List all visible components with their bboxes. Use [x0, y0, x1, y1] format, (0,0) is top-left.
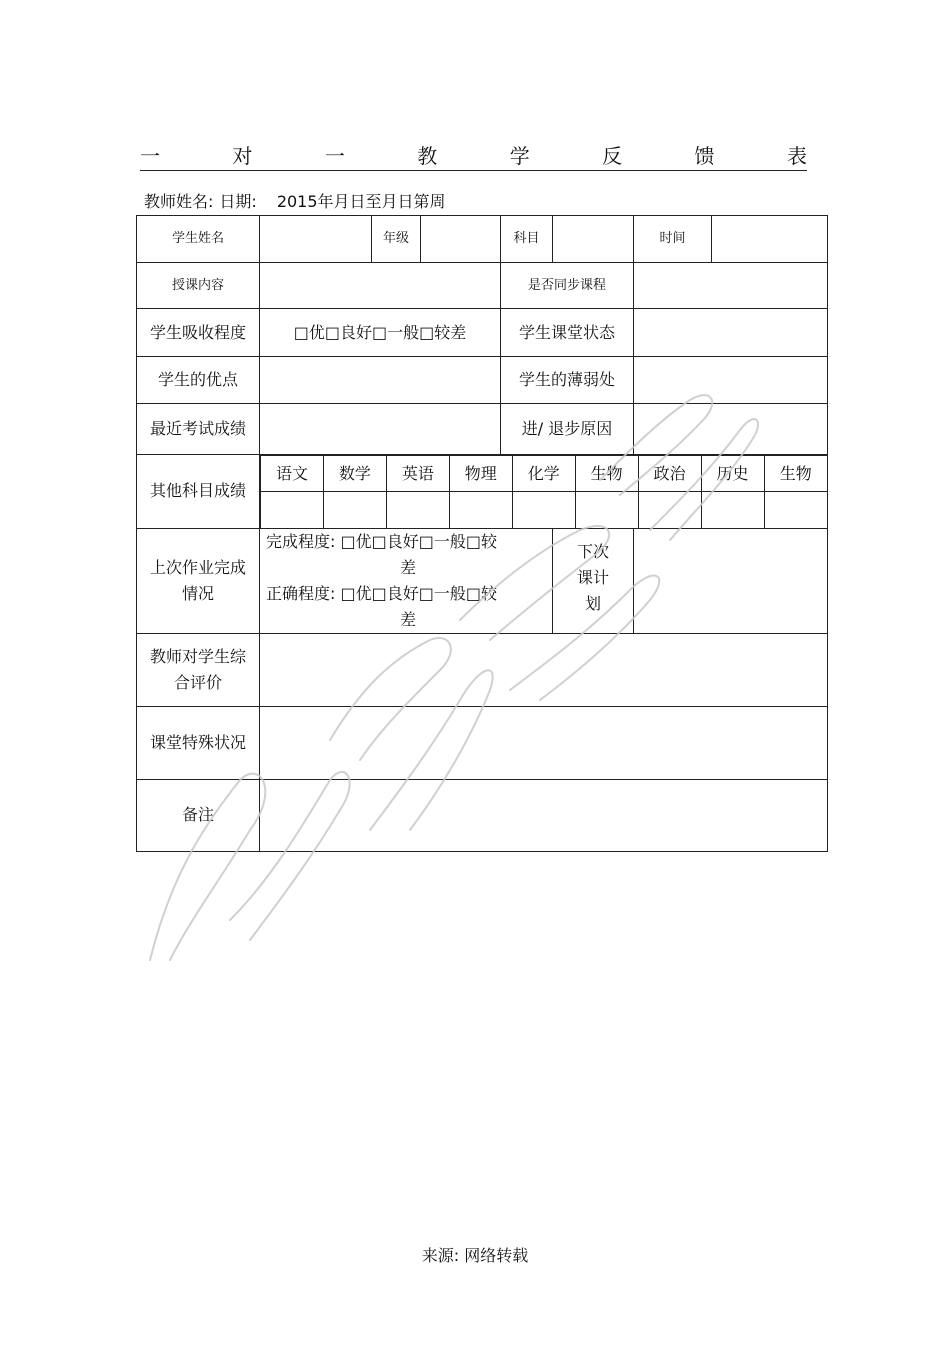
subject-score-field[interactable] [386, 492, 449, 528]
recent-exam-field[interactable] [260, 404, 501, 455]
title-char: 学 [509, 143, 530, 168]
subject-score-field[interactable] [512, 492, 575, 528]
completion-line-wrap: 差 [400, 557, 417, 577]
remarks-field[interactable] [260, 779, 828, 851]
subject-name: 政治 [638, 456, 701, 492]
header-line [144, 189, 446, 212]
subject-name: 物理 [449, 456, 512, 492]
homework-label: 上次作业完成情况 [137, 528, 260, 633]
subject-name: 历史 [701, 456, 764, 492]
weaknesses-field[interactable] [634, 357, 828, 404]
date-text: 2015年月日至月日第周 [276, 192, 446, 211]
weaknesses-label: 学生的薄弱处 [501, 357, 634, 404]
sync-field[interactable] [634, 263, 828, 309]
subject-name: 生物 [575, 456, 638, 492]
date-label: 日期: [219, 192, 257, 211]
evaluation-field[interactable] [260, 633, 828, 706]
subject-name: 数学 [323, 456, 386, 492]
title-char: 馈 [694, 143, 715, 168]
subject-score-field[interactable] [764, 492, 827, 528]
content-label: 授课内容 [137, 263, 260, 309]
accuracy-line-wrap: 差 [400, 609, 417, 629]
strengths-label: 学生的优点 [137, 357, 260, 404]
absorb-label: 学生吸收程度 [137, 309, 260, 357]
subject-name: 语文 [261, 456, 324, 492]
student-name-field[interactable] [260, 216, 372, 263]
special-label: 课堂特殊状况 [137, 706, 260, 779]
title-char: 一 [324, 143, 345, 168]
accuracy-line: 正确程度: □优□良好□一般□较 [266, 583, 497, 603]
subject-name: 生物 [764, 456, 827, 492]
homework-status[interactable] [260, 528, 553, 633]
title-char: 一 [140, 143, 160, 168]
reason-label: 进/ 退步原因 [501, 404, 634, 455]
other-subjects-label: 其他科目成绩 [137, 455, 260, 529]
subject-field[interactable] [553, 216, 634, 263]
teacher-label: 教师姓名: [144, 192, 214, 211]
subject-name: 英语 [386, 456, 449, 492]
student-name-label: 学生姓名 [137, 216, 260, 263]
subject-score-field[interactable] [701, 492, 764, 528]
absorb-options[interactable]: □优□良好□一般□较差 [260, 309, 501, 357]
title-char: 表 [786, 143, 807, 168]
recent-exam-label: 最近考试成绩 [137, 404, 260, 455]
subject-name: 化学 [512, 456, 575, 492]
class-state-label: 学生课堂状态 [501, 309, 634, 357]
subject-score-field[interactable] [575, 492, 638, 528]
remarks-label: 备注 [137, 779, 260, 851]
subject-score-field[interactable] [261, 492, 324, 528]
other-subjects-grid [260, 455, 827, 528]
strengths-field[interactable] [260, 357, 501, 404]
title-char: 反 [602, 143, 623, 168]
feedback-form [136, 215, 828, 852]
time-field[interactable] [712, 216, 828, 263]
next-plan-label: 下次课计划 [553, 528, 634, 633]
grade-label: 年级 [372, 216, 421, 263]
subject-score-field[interactable] [638, 492, 701, 528]
other-subjects-grid-cell [260, 455, 828, 529]
content-field[interactable] [260, 263, 501, 309]
completion-line: 完成程度: □优□良好□一般□较 [266, 531, 497, 551]
class-state-field[interactable] [634, 309, 828, 357]
title-char: 对 [232, 143, 253, 168]
next-plan-field[interactable] [634, 528, 828, 633]
footer-source: 来源: 网络转载 [421, 1246, 529, 1265]
evaluation-label: 教师对学生综合评价 [137, 633, 260, 706]
subject-label: 科目 [501, 216, 553, 263]
document-title [140, 138, 807, 171]
sync-label: 是否同步课程 [501, 263, 634, 309]
special-field[interactable] [260, 706, 828, 779]
title-char: 教 [417, 143, 438, 168]
subject-score-field[interactable] [323, 492, 386, 528]
time-label: 时间 [634, 216, 712, 263]
subject-score-field[interactable] [449, 492, 512, 528]
grade-field[interactable] [421, 216, 501, 263]
reason-field[interactable] [634, 404, 828, 455]
